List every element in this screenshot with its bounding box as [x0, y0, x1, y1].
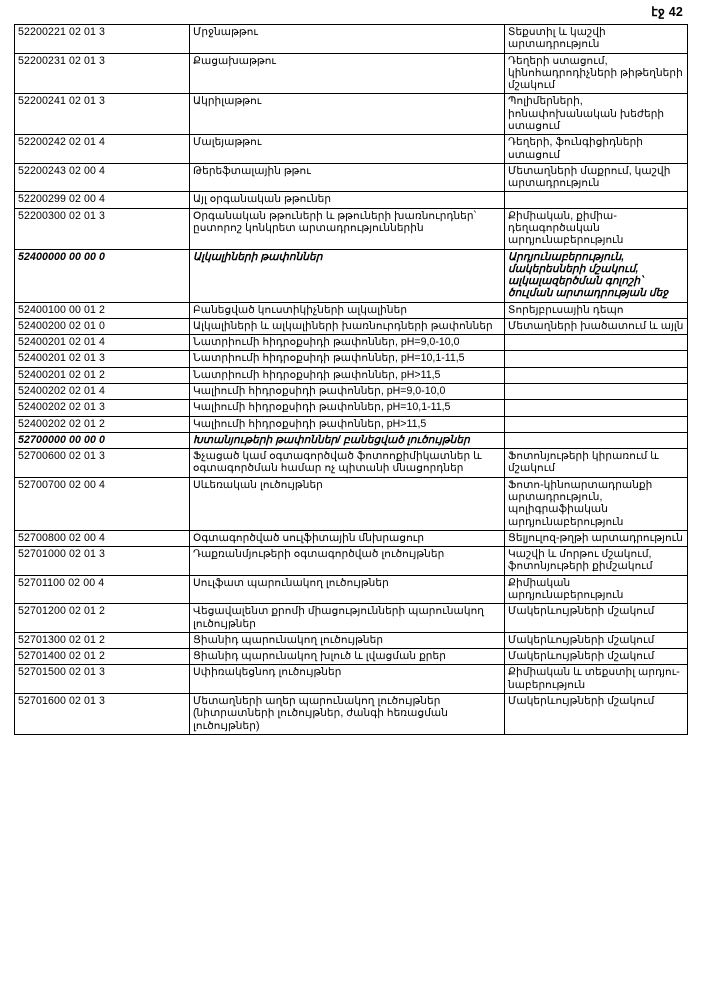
cell-code: 52400202 02 01 4	[15, 384, 190, 400]
table-row	[15, 335, 688, 351]
table-row	[15, 432, 688, 448]
cell-code: 52700800 02 00 4	[15, 530, 190, 546]
cell-note: Տեքստիլ և կաշվի արտադրություն	[505, 25, 688, 54]
cell-name: Ցիանիդ պարունակող խլուծ և լվացման քրեր	[190, 649, 505, 665]
cell-name: Քացախաթթու	[190, 53, 505, 94]
cell-code: 52700000 00 00 0	[15, 432, 190, 448]
cell-code: 52701100 02 00 4	[15, 575, 190, 604]
cell-note: Արդյունաբերություն, մակերեսների մշակում, ալկալազերծման գոլոշի՝ ծուլման արտադրության մեջ	[505, 249, 688, 302]
cell-name: Մրջնաթթու	[190, 25, 505, 54]
cell-name: Ցիանիդ պարունակող լուծույթներ	[190, 632, 505, 648]
table-row	[15, 449, 688, 478]
cell-note	[505, 400, 688, 416]
cell-note: Տորեյբրւսային դեպո	[505, 302, 688, 318]
cell-code: 52200243 02 00 4	[15, 163, 190, 192]
cell-note: Մակերևույթների մշակում	[505, 632, 688, 648]
cell-code: 52200221 02 01 3	[15, 25, 190, 54]
table-row	[15, 367, 688, 383]
table-row	[15, 649, 688, 665]
cell-code: 52701400 02 01 2	[15, 649, 190, 665]
cell-code: 52400200 02 01 0	[15, 318, 190, 334]
cell-name: Սուլֆատ պարունակող լուծույթներ	[190, 575, 505, 604]
table-row	[15, 632, 688, 648]
cell-note: Կաշվի և մորթու մշակում, ֆոտոնյութերի քիմշակում	[505, 547, 688, 576]
cell-note: Ցելյուլոզ-թղթի արտադրություն	[505, 530, 688, 546]
cell-name: Մետաղների աղեր պարունակող լուծույթներ (նիտրատների լուծույթներ, ժանգի հեռացման լուծույթներ)	[190, 693, 505, 734]
table-row	[15, 192, 688, 208]
cell-name: Խտանյութերի թափոններ/ բանեցված լուծույթներ	[190, 432, 505, 448]
cell-code: 52400201 02 01 4	[15, 335, 190, 351]
cell-code: 52701000 02 01 3	[15, 547, 190, 576]
cell-note	[505, 416, 688, 432]
cell-name: Այլ օրգանական թթուներ	[190, 192, 505, 208]
cell-note: Ֆոտո-կինոարտադրանքի արտադրություն, պոլիգրաֆիական արդյունաբերություն	[505, 477, 688, 530]
waste-codes-table	[14, 24, 688, 735]
table-row	[15, 604, 688, 633]
cell-name: Նատրիումի հիդրօքսիդի թափոններ, pH=9,0-10,0	[190, 335, 505, 351]
cell-code: 52200231 02 01 3	[15, 53, 190, 94]
cell-name: Օրգանական թթուների և թթուների խառնուրդներ՝ ըստորոշ կոնկրետ արտադրություններին	[190, 208, 505, 249]
cell-note: Դեղերի, ֆունգիցիդների ստացում	[505, 135, 688, 164]
table-row	[15, 547, 688, 576]
table-row	[15, 318, 688, 334]
table-body	[15, 25, 688, 735]
cell-code: 52400201 02 01 3	[15, 351, 190, 367]
cell-note	[505, 351, 688, 367]
cell-note: Քիմիական արդյունաբերություն	[505, 575, 688, 604]
cell-name: Կալիումի հիդրօքսիդի թափոններ, pH=9,0-10,0	[190, 384, 505, 400]
cell-code: 52400000 00 00 0	[15, 249, 190, 302]
cell-code: 52701200 02 01 2	[15, 604, 190, 633]
table-row	[15, 575, 688, 604]
cell-code: 52701300 02 01 2	[15, 632, 190, 648]
cell-name: Վեցավալենտ քրոմի միացությունների պարունակող լուծույթներ	[190, 604, 505, 633]
cell-code: 52700700 02 00 4	[15, 477, 190, 530]
cell-name: Ակրիլաթթու	[190, 94, 505, 135]
cell-note: Մակերևույթների մշակում	[505, 604, 688, 633]
cell-note: Պոլիմերների, իոնափոխանական խեժերի ստացում	[505, 94, 688, 135]
cell-name: Կալիումի հիդրօքսիդի թափոններ, pH=10,1-11,5	[190, 400, 505, 416]
cell-note: Դեղերի ստացում, կինոհադրոդիչների թիթեղների մշակում	[505, 53, 688, 94]
cell-code: 52701600 02 01 3	[15, 693, 190, 734]
cell-note	[505, 367, 688, 383]
table-row	[15, 53, 688, 94]
cell-name: Ալկալիների և ալկալիների խառնուրդների թափոններ	[190, 318, 505, 334]
cell-name: Կալիումի հիդրօքսիդի թափոններ, pH>11,5	[190, 416, 505, 432]
cell-code: 52200299 02 00 4	[15, 192, 190, 208]
cell-name: Դաքռանմյութերի օգտագործված լուծույթներ	[190, 547, 505, 576]
cell-name: Սևեռական լուծույթներ	[190, 477, 505, 530]
table-row	[15, 665, 688, 694]
table-row	[15, 416, 688, 432]
cell-name: Նատրիումի հիդրօքսիդի թափոններ, pH=10,1-11,5	[190, 351, 505, 367]
cell-note: Մակերևույթների մշակում	[505, 693, 688, 734]
cell-code: 52400202 02 01 3	[15, 400, 190, 416]
cell-name: Սփիռակեցնոդ լուծույթներ	[190, 665, 505, 694]
cell-code: 52200300 02 01 3	[15, 208, 190, 249]
cell-note	[505, 335, 688, 351]
cell-name: Բանեցված կուստիկիչների ալկալիներ	[190, 302, 505, 318]
table-row	[15, 302, 688, 318]
cell-note	[505, 384, 688, 400]
cell-name: Թերեֆտալային թթու	[190, 163, 505, 192]
table-row	[15, 530, 688, 546]
cell-note: Մետաղների մաքրում, կաշվի արտադրություն	[505, 163, 688, 192]
table-row	[15, 693, 688, 734]
cell-name: Ալկալիների թափոններ	[190, 249, 505, 302]
cell-name: Օգտագործված սուլֆիտային մնխրացուր	[190, 530, 505, 546]
table-row	[15, 351, 688, 367]
table-row	[15, 163, 688, 192]
cell-note: Քիմիական և տեքստիլ արդյու-նաբերություն	[505, 665, 688, 694]
table-row	[15, 477, 688, 530]
table-row	[15, 249, 688, 302]
cell-code: 52200242 02 01 4	[15, 135, 190, 164]
cell-name: Մալեյաթթու	[190, 135, 505, 164]
cell-code: 52400201 02 01 2	[15, 367, 190, 383]
cell-name: Նատրիումի հիդրօքսիդի թափոններ, pH>11,5	[190, 367, 505, 383]
table-row	[15, 400, 688, 416]
cell-note	[505, 432, 688, 448]
cell-note: Մետաղների խածատում և այլն	[505, 318, 688, 334]
cell-code: 52701500 02 01 3	[15, 665, 190, 694]
page-number-header: էջ 42	[651, 5, 683, 19]
table-row	[15, 208, 688, 249]
cell-code: 52200241 02 01 3	[15, 94, 190, 135]
cell-note: Մակերևույթների մշակում	[505, 649, 688, 665]
table-row	[15, 94, 688, 135]
cell-code: 52700600 02 01 3	[15, 449, 190, 478]
cell-note: Քիմիական, քիմիա-դեղագործական արդյունաբերություն	[505, 208, 688, 249]
cell-code: 52400202 02 01 2	[15, 416, 190, 432]
cell-note: Ֆոտոնյութերի կիրառում և մշակում	[505, 449, 688, 478]
cell-code: 52400100 00 01 2	[15, 302, 190, 318]
cell-name: Ֆչացած կամ օգտագործված ֆոտոոքիմիկատներ և օգտագործման համար ոչ պիտանի մնացորդներ	[190, 449, 505, 478]
table-row	[15, 384, 688, 400]
table-row	[15, 25, 688, 54]
cell-note	[505, 192, 688, 208]
table-row	[15, 135, 688, 164]
